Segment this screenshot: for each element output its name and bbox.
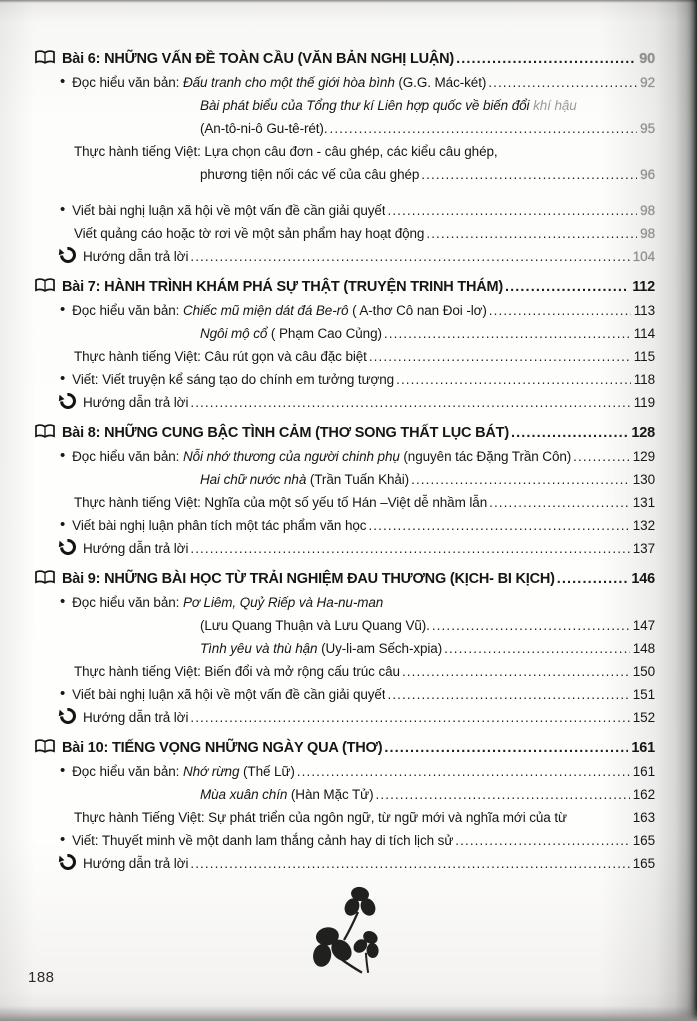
toc-page-number: 129 bbox=[632, 449, 655, 464]
toc-section-row bbox=[0, 422, 697, 445]
toc-entry-row bbox=[0, 514, 697, 537]
toc-entry-row bbox=[0, 783, 697, 806]
toc-page-number: 146 bbox=[631, 571, 655, 587]
toc-entry-text bbox=[72, 683, 385, 706]
dot-leader bbox=[376, 783, 630, 806]
entry-label-text: Thực hành tiếng Việt: Lựa chọn câu đơn - câu ghép, các kiểu câu ghép, bbox=[74, 144, 498, 159]
toc-page-number: 163 bbox=[632, 810, 655, 825]
toc-entry-text bbox=[74, 491, 487, 514]
entry-label-text: Hướng dẫn trả lời bbox=[83, 710, 189, 725]
toc-entry-row bbox=[0, 806, 697, 829]
return-arrow-icon bbox=[60, 706, 76, 722]
toc-page-number: 95 bbox=[640, 121, 655, 136]
toc-entry-row bbox=[0, 163, 697, 186]
toc-entry-row bbox=[0, 829, 697, 852]
toc-page-number: 114 bbox=[633, 326, 655, 341]
work-title-text: Nỗi nhớ thương của người chinh phụ bbox=[182, 449, 400, 464]
toc-page-number: 162 bbox=[632, 787, 655, 802]
toc-page-number: 98 bbox=[640, 226, 655, 241]
toc-page-number: 137 bbox=[632, 541, 655, 556]
toc-entry-row bbox=[0, 706, 697, 729]
entry-label-text: ( A-thơ Cô nan Đoi -lơ) bbox=[348, 303, 487, 318]
bullet-dot-icon: • bbox=[60, 516, 66, 533]
entry-label-text: (Thế Lữ) bbox=[239, 764, 295, 779]
toc-page-number: 148 bbox=[632, 641, 655, 656]
work-title-text: Đấu tranh cho một thế giới hòa bình bbox=[182, 75, 395, 90]
toc-entry-text bbox=[200, 94, 577, 117]
bullet-dot-icon: • bbox=[60, 447, 66, 464]
toc-entry-text bbox=[72, 829, 453, 852]
dot-leader bbox=[444, 637, 630, 660]
entry-label-text: (Trần Tuấn Khải) bbox=[306, 472, 410, 487]
toc-entry-text bbox=[83, 391, 188, 414]
dot-leader bbox=[387, 683, 629, 706]
toc-section-title: Bài 8: NHỮNG CUNG BẬC TÌNH CẢM (THƠ SONG THẤT LỤC BÁT) bbox=[62, 425, 509, 441]
toc-page-number: 130 bbox=[632, 472, 655, 487]
toc-section-row bbox=[0, 48, 697, 71]
return-arrow-icon bbox=[60, 245, 76, 261]
dot-leader bbox=[190, 245, 629, 268]
toc-section-row bbox=[0, 568, 697, 591]
toc-entry-row bbox=[0, 345, 697, 368]
dot-leader bbox=[455, 829, 630, 852]
dot-leader bbox=[489, 491, 630, 514]
entry-label-text: (Hàn Mặc Tử) bbox=[287, 787, 374, 802]
toc-page-number: 131 bbox=[632, 495, 655, 510]
entry-label-text: Viết quảng cáo hoặc tờ rơi về một sản phẩm hay hoạt động bbox=[74, 226, 425, 241]
scan-top-edge-shadow bbox=[0, 0, 697, 3]
toc-page-number: 118 bbox=[633, 372, 655, 387]
bullet-dot-icon: • bbox=[60, 301, 66, 318]
toc-entry-text bbox=[74, 806, 567, 829]
dot-leader bbox=[190, 537, 629, 560]
entry-label-text: Hướng dẫn trả lời bbox=[83, 541, 189, 556]
toc-entry-row bbox=[0, 445, 697, 468]
dot-leader bbox=[402, 660, 630, 683]
toc-entry-row bbox=[0, 222, 697, 245]
dot-leader bbox=[190, 852, 629, 875]
toc-entry-row bbox=[0, 368, 697, 391]
toc-page-number: 150 bbox=[632, 664, 655, 679]
toc-entry-text bbox=[200, 637, 442, 660]
toc-entry-text bbox=[200, 468, 409, 491]
toc-entry-row bbox=[0, 468, 697, 491]
toc-entry-text bbox=[83, 245, 188, 268]
bullet-dot-icon: • bbox=[60, 685, 66, 702]
toc-page-number: 96 bbox=[640, 167, 655, 182]
work-title-text: Tình yêu và thù hận bbox=[200, 641, 318, 656]
table-of-contents bbox=[0, 40, 697, 875]
clover-decoration bbox=[302, 884, 398, 986]
dot-leader bbox=[511, 422, 628, 445]
return-arrow-icon bbox=[60, 537, 76, 553]
toc-entry-text bbox=[74, 140, 498, 163]
toc-entry-text bbox=[200, 322, 382, 345]
entry-label-text: Viết bài nghị luận xã hội về một vấn đề cần giải quyết bbox=[72, 687, 386, 702]
open-book-icon bbox=[35, 48, 55, 63]
entry-label-text: Viết bài nghị luận xã hội về một vấn đề cần giải quyết bbox=[72, 203, 386, 218]
entry-label-text: Hướng dẫn trả lời bbox=[83, 395, 189, 410]
toc-section-row bbox=[0, 737, 697, 760]
toc-section-title: Bài 6: NHỮNG VẤN ĐỀ TOÀN CẦU (VĂN BẢN NGHỊ LUẬN) bbox=[62, 51, 455, 67]
dot-leader bbox=[297, 760, 630, 783]
toc-page-number: 92 bbox=[640, 75, 655, 90]
entry-label-text: Đọc hiểu văn bản: bbox=[72, 595, 183, 610]
dot-leader bbox=[384, 322, 631, 345]
dot-leader bbox=[426, 222, 637, 245]
toc-entry-row bbox=[0, 199, 697, 222]
dot-leader bbox=[421, 163, 637, 186]
toc-entry-row bbox=[0, 660, 697, 683]
work-title-text: Nhớ rừng bbox=[182, 764, 240, 779]
dot-leader bbox=[411, 468, 630, 491]
toc-entry-row bbox=[0, 591, 697, 614]
scan-bottom-edge-shadow bbox=[0, 1006, 697, 1021]
work-title-text: Ngôi mộ cổ bbox=[200, 326, 268, 341]
open-book-icon bbox=[35, 737, 55, 752]
toc-entry-text bbox=[83, 537, 188, 560]
open-book-icon bbox=[35, 276, 55, 291]
toc-entry-text bbox=[74, 222, 424, 245]
toc-entry-row bbox=[0, 71, 697, 94]
toc-entry-text bbox=[72, 514, 366, 537]
entry-label-text: (Uy-li-am Sếch-xpia) bbox=[317, 641, 443, 656]
toc-section-title: Bài 7: HÀNH TRÌNH KHÁM PHÁ SỰ THẬT (TRUYỆN TRINH THÁM) bbox=[62, 279, 504, 295]
work-title-text: Bài phát biểu của Tổng thư kí Liên hợp quốc về biến đổi bbox=[200, 98, 534, 113]
dot-leader bbox=[329, 117, 637, 140]
toc-entry-text bbox=[83, 706, 188, 729]
dot-leader bbox=[190, 391, 630, 414]
entry-label-text: (Lưu Quang Thuận và Lưu Quang Vũ). bbox=[200, 618, 430, 633]
toc-entry-text bbox=[72, 591, 383, 614]
toc-entry-row bbox=[0, 391, 697, 414]
toc-entry-text bbox=[72, 445, 571, 468]
entry-label-text: Hướng dẫn trả lời bbox=[83, 249, 189, 264]
toc-entry-row bbox=[0, 760, 697, 783]
dot-leader bbox=[369, 345, 631, 368]
toc-entry-row bbox=[0, 637, 697, 660]
entry-label-text: ( Phạm Cao Củng) bbox=[267, 326, 382, 341]
toc-page-number: 115 bbox=[633, 349, 655, 364]
entry-label-text: Thực hành tiếng Việt: Nghĩa của một số yếu tố Hán –Việt dễ nhầm lẫn bbox=[74, 495, 488, 510]
toc-entry-row bbox=[0, 491, 697, 514]
toc-page-number: 119 bbox=[633, 395, 655, 410]
bullet-dot-icon: • bbox=[60, 831, 66, 848]
toc-entry-row bbox=[0, 683, 697, 706]
toc-entry-row bbox=[0, 852, 697, 875]
entry-label-text: Thực hành tiếng Việt: Câu rút gọn và câu đặc biệt bbox=[74, 349, 367, 364]
toc-entry-row bbox=[0, 299, 697, 322]
entry-label-text: Đọc hiểu văn bản: bbox=[72, 303, 183, 318]
entry-label-text: Viết: Thuyết minh về một danh lam thắng cảnh hay di tích lịch sử bbox=[72, 833, 454, 848]
toc-entry-text bbox=[200, 614, 430, 637]
toc-entry-row bbox=[0, 94, 697, 117]
toc-entry-row bbox=[0, 614, 697, 637]
toc-page-number: 112 bbox=[632, 279, 655, 295]
dot-leader bbox=[489, 299, 631, 322]
toc-section-title: Bài 9: NHỮNG BÀI HỌC TỪ TRẢI NGHIỆM ĐAU THƯƠNG (KỊCH- BI KỊCH) bbox=[62, 571, 555, 587]
dot-leader bbox=[488, 71, 637, 94]
toc-page-number: 151 bbox=[632, 687, 655, 702]
entry-label-text: Thực hành tiếng Việt: Biến đổi và mở rộng cấu trúc câu bbox=[74, 664, 400, 679]
dot-leader bbox=[387, 199, 637, 222]
work-title-text: Pơ Liêm, Quỷ Riếp và Ha-nu-man bbox=[182, 595, 384, 610]
scan-right-edge-shadow bbox=[675, 0, 697, 1021]
bullet-dot-icon: • bbox=[60, 593, 66, 610]
return-arrow-icon bbox=[60, 391, 76, 407]
dot-leader bbox=[368, 514, 629, 537]
toc-entry-text bbox=[74, 345, 367, 368]
bullet-dot-icon: • bbox=[60, 73, 66, 90]
footer-page-number: 188 bbox=[28, 969, 55, 986]
dot-leader bbox=[384, 737, 628, 760]
entry-label-text: (An-tô-ni-ô Gu-tê-rét). bbox=[200, 121, 328, 136]
entry-label-text: Viết: Viết truyện kể sáng tạo do chính em tưởng tượng bbox=[72, 372, 395, 387]
entry-label-text: Đọc hiểu văn bản: bbox=[72, 75, 183, 90]
dot-leader bbox=[396, 368, 631, 391]
toc-entry-text bbox=[74, 660, 400, 683]
dot-leader bbox=[456, 48, 636, 71]
bullet-dot-icon: • bbox=[60, 762, 66, 779]
entry-label-text: Thực hành Tiếng Việt: Sự phát triển của ngôn ngữ, từ ngữ mới và nghĩa mới của từ bbox=[74, 810, 567, 825]
toc-entry-text bbox=[200, 163, 419, 186]
dot-leader bbox=[190, 706, 629, 729]
entry-label-text: Hướng dẫn trả lời bbox=[83, 856, 189, 871]
work-title-text: Chiếc mũ miện dát đá Be-rô bbox=[182, 303, 349, 318]
toc-page-number: 161 bbox=[632, 764, 655, 779]
dot-leader bbox=[505, 276, 629, 299]
open-book-icon bbox=[35, 422, 55, 437]
entry-label-text: Đọc hiểu văn bản: bbox=[72, 764, 183, 779]
toc-section-row bbox=[0, 276, 697, 299]
entry-label-text: Đọc hiểu văn bản: bbox=[72, 449, 183, 464]
toc-page-number: 152 bbox=[632, 710, 655, 725]
work-title-text: Mùa xuân chín bbox=[200, 787, 288, 802]
toc-entry-text bbox=[72, 760, 295, 783]
toc-page-number: 128 bbox=[631, 425, 655, 441]
toc-page-number: 104 bbox=[632, 249, 655, 264]
toc-section-title: Bài 10: TIẾNG VỌNG NHỮNG NGÀY QUA (THƠ) bbox=[62, 740, 383, 756]
entry-label-text: (nguyên tác Đặng Trần Côn) bbox=[399, 449, 572, 464]
toc-entry-text bbox=[83, 852, 188, 875]
bullet-dot-icon: • bbox=[60, 201, 66, 218]
toc-page-number: 147 bbox=[632, 618, 655, 633]
entry-label-text: (G.G. Mác-két) bbox=[394, 75, 487, 90]
toc-entry-row bbox=[0, 245, 697, 268]
dot-leader bbox=[573, 445, 630, 468]
toc-entry-text bbox=[72, 71, 486, 94]
entry-label-text: phương tiện nối các vế của câu ghép bbox=[200, 167, 420, 182]
toc-entry-text bbox=[72, 299, 487, 322]
dot-leader bbox=[432, 614, 630, 637]
toc-page-number: 161 bbox=[631, 740, 655, 756]
entry-label-text: Viết bài nghị luận phân tích một tác phẩm văn học bbox=[72, 518, 367, 533]
open-book-icon bbox=[35, 568, 55, 583]
toc-entry-text bbox=[200, 783, 374, 806]
toc-entry-row bbox=[0, 140, 697, 163]
toc-entry-text bbox=[200, 117, 327, 140]
toc-page-number: 98 bbox=[640, 203, 655, 218]
toc-entry-row bbox=[0, 117, 697, 140]
toc-page-number: 165 bbox=[632, 833, 655, 848]
bullet-dot-icon: • bbox=[60, 370, 66, 387]
toc-page-number: 113 bbox=[633, 303, 655, 318]
toc-entry-text bbox=[72, 368, 394, 391]
work-title-text: Hai chữ nước nhà bbox=[200, 472, 307, 487]
toc-entry-row bbox=[0, 322, 697, 345]
toc-entry-text bbox=[72, 199, 385, 222]
toc-page-number: 132 bbox=[632, 518, 655, 533]
toc-page-number: 165 bbox=[632, 856, 655, 871]
toc-entry-row bbox=[0, 537, 697, 560]
toc-page-number: 90 bbox=[639, 51, 655, 67]
return-arrow-icon bbox=[60, 852, 76, 868]
work-title-text: khí hậu bbox=[533, 98, 577, 113]
dot-leader bbox=[557, 568, 629, 591]
